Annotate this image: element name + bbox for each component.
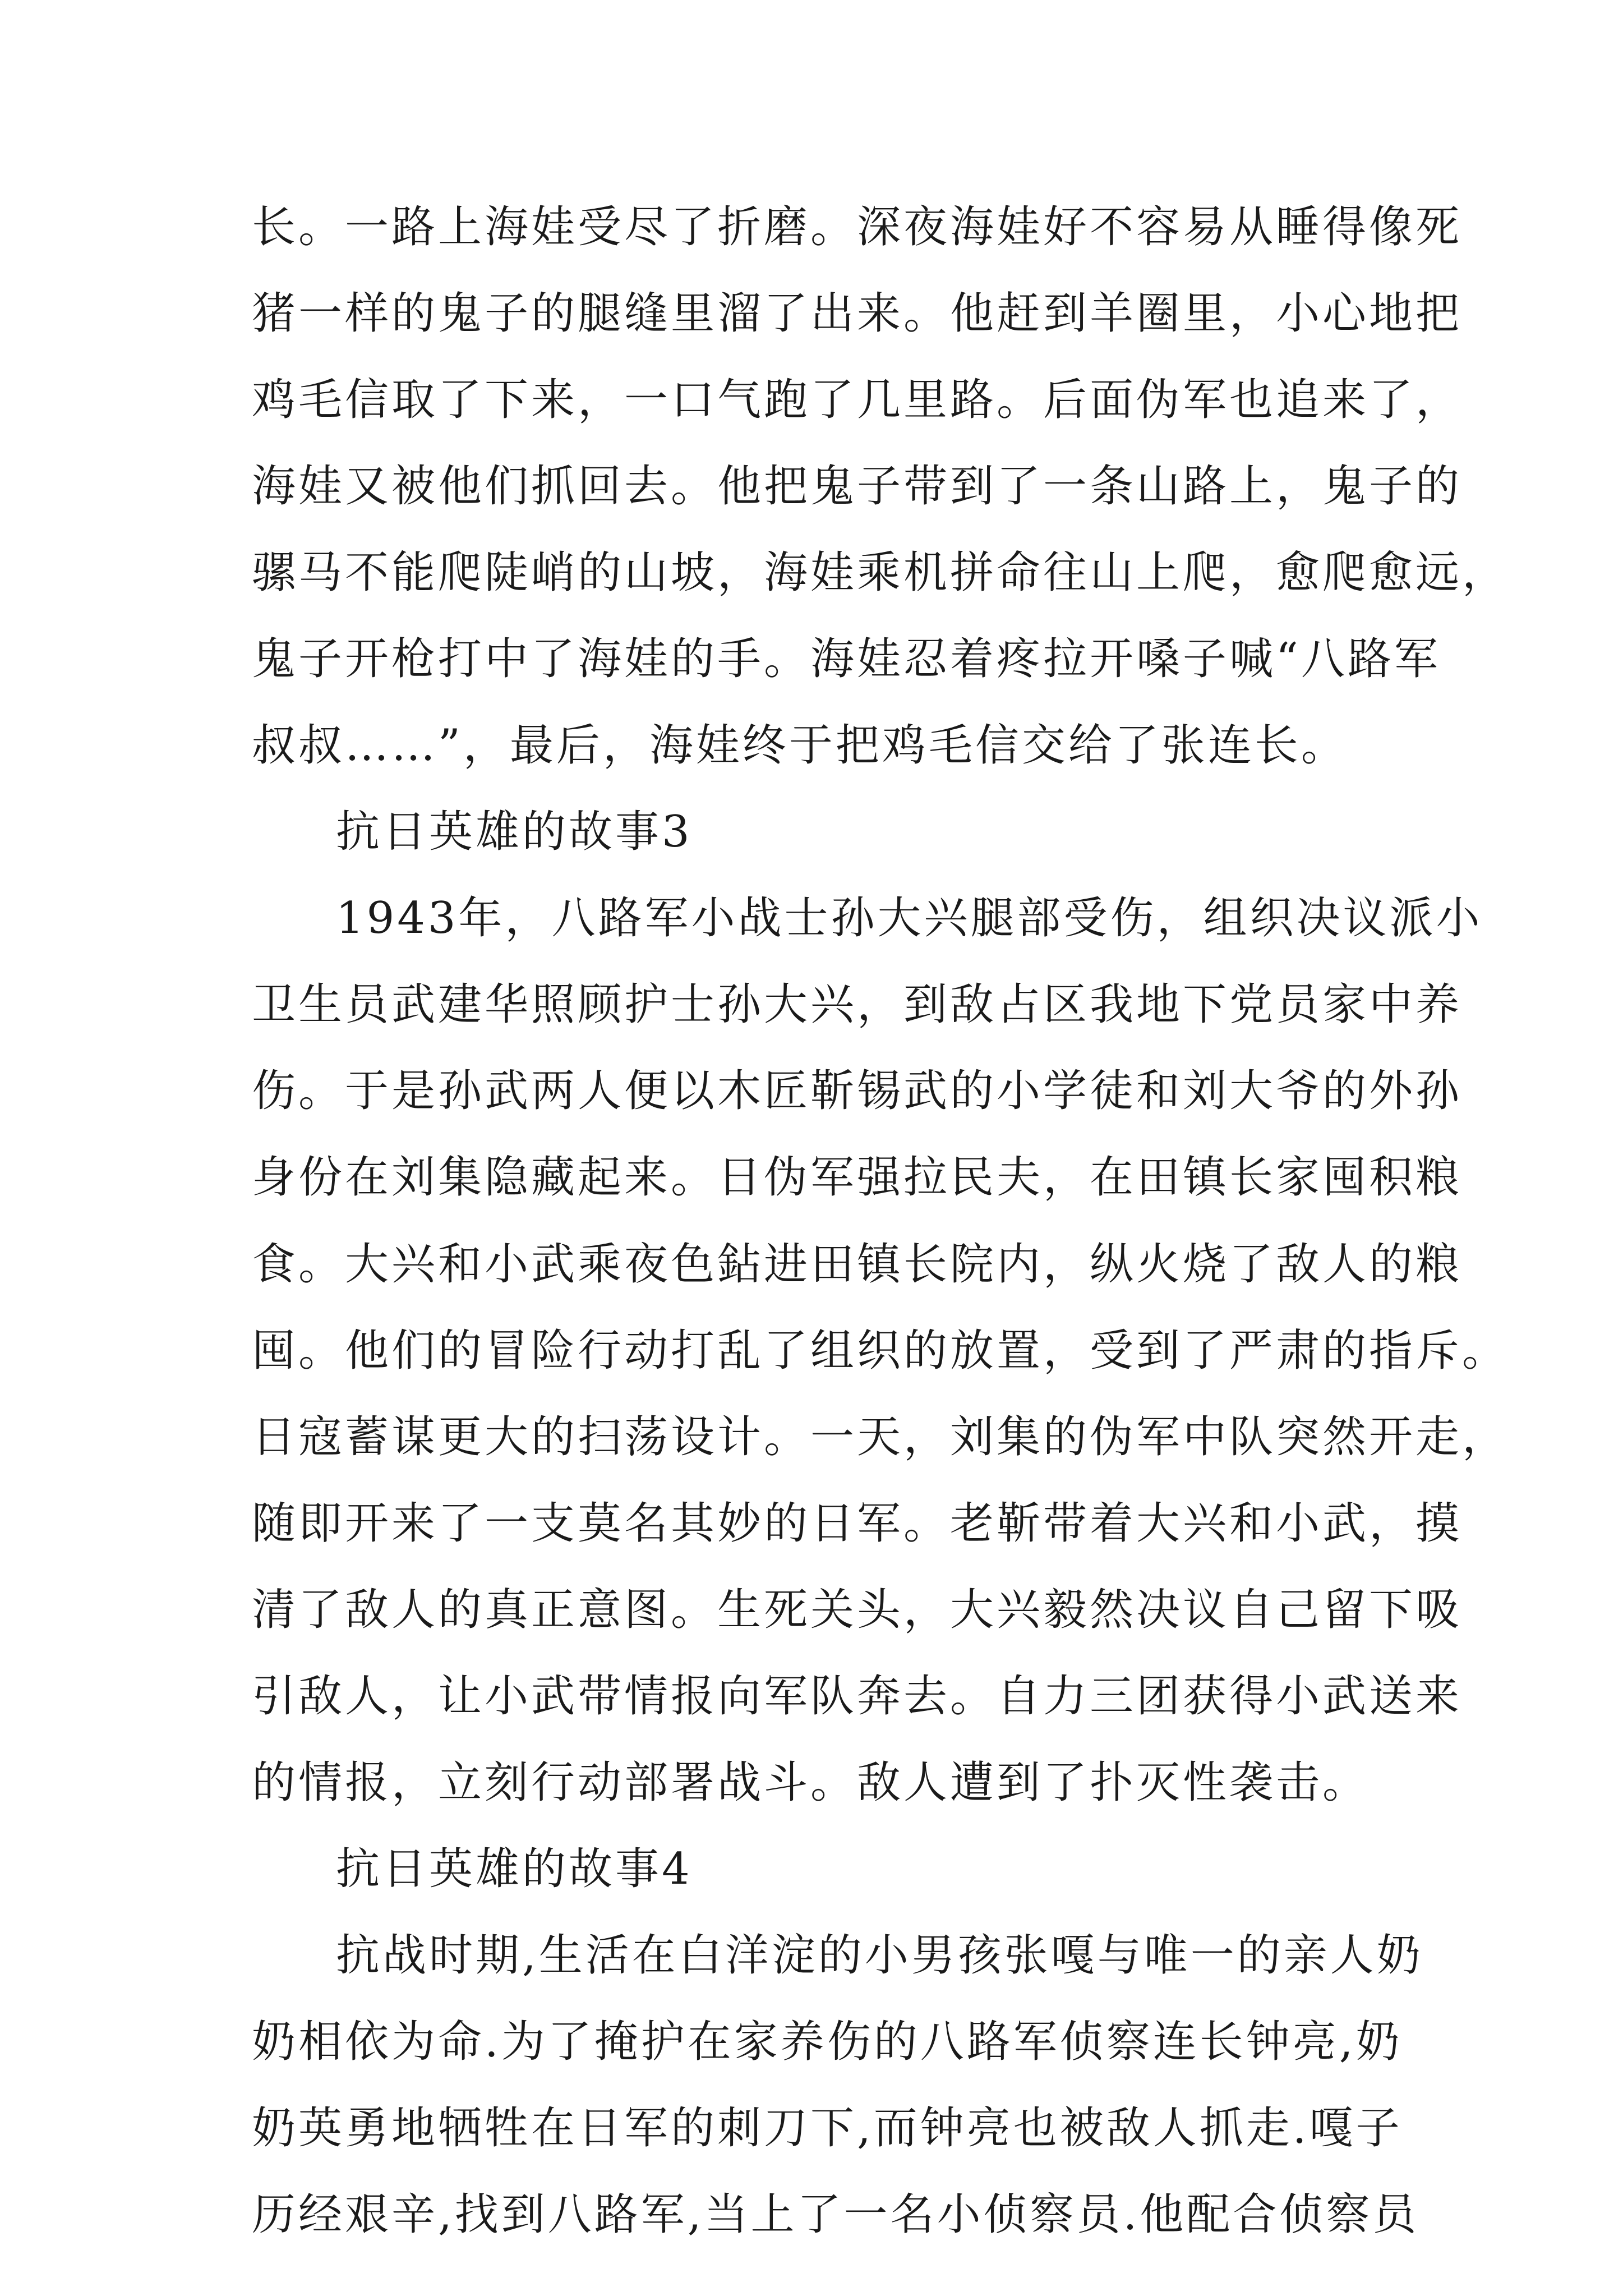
text-line: 随即开来了一支莫名其妙的日军。老靳带着大兴和小武，摸 — [252, 1498, 1463, 1549]
text-line: 奶相依为命.为了掩护在家养伤的八路军侦察连长钟亮,奶 — [252, 2017, 1403, 2067]
text-line: 引敌人，让小武带情报向军队奔去。自力三团获得小武送来 — [252, 1671, 1463, 1722]
section-heading: 抗日英雄的故事3 — [336, 807, 693, 857]
text-line: 的情报，立刻行动部署战斗。敌人遭到了扑灭性袭击。 — [252, 1757, 1370, 1808]
text-line: 骡马不能爬陡峭的山坡，海娃乘机拼命往山上爬，愈爬愈远， — [252, 547, 1509, 598]
text-line: 鬼子开枪打中了海娃的手。海娃忍着疼拉开嗓子喊“八路军 — [252, 634, 1441, 684]
text-line: 清了敌人的真正意图。生死关头，大兴毅然决议自己留下吸 — [252, 1585, 1463, 1635]
text-line: 鸡毛信取了下来，一口气跑了几里路。后面伪军也追来了， — [252, 375, 1463, 425]
text-line: 1943年，八路军小战士孙大兴腿部受伤，组织决议派小 — [336, 893, 1483, 944]
text-line: 叔叔……”，最后，海娃终于把鸡毛信交给了张连长。 — [252, 720, 1348, 771]
section-heading: 抗日英雄的故事4 — [336, 1844, 693, 1894]
text-line: 猪一样的鬼子的腿缝里溜了出来。他赶到羊圈里，小心地把 — [252, 288, 1463, 339]
text-line: 身份在刘集隐藏起来。日伪军强拉民夫，在田镇长家囤积粮 — [252, 1152, 1463, 1203]
text-line: 奶英勇地牺牲在日军的刺刀下,而钟亮也被敌人抓走.嘎子 — [252, 2103, 1403, 2154]
text-line: 日寇蓄谋更大的扫荡设计。一天，刘集的伪军中队突然开走， — [252, 1412, 1509, 1462]
text-line: 食。大兴和小武乘夜色鉆进田镇长院内，纵火烧了敌人的粮 — [252, 1239, 1463, 1290]
text-line: 囤。他们的冒险行动打乱了组织的放置，受到了严肃的指斥。 — [252, 1326, 1509, 1376]
text-line: 抗战时期,生活在白洋淀的小男孩张嘎与唯一的亲人奶 — [336, 1930, 1423, 1981]
text-line: 伤。于是孙武两人便以木匠靳锡武的小学徒和刘大爷的外孙 — [252, 1066, 1463, 1116]
text-line: 长。一路上海娃受尽了折磨。深夜海娃好不容易从睡得像死 — [252, 202, 1463, 252]
text-line: 卫生员武建华照顾护士孙大兴，到敌占区我地下党员家中养 — [252, 979, 1463, 1030]
text-line: 历经艰辛,找到八路军,当上了一名小侦察员.他配合侦察员 — [252, 2189, 1419, 2240]
text-line: 海娃又被他们抓回去。他把鬼子带到了一条山路上，鬼子的 — [252, 461, 1463, 512]
